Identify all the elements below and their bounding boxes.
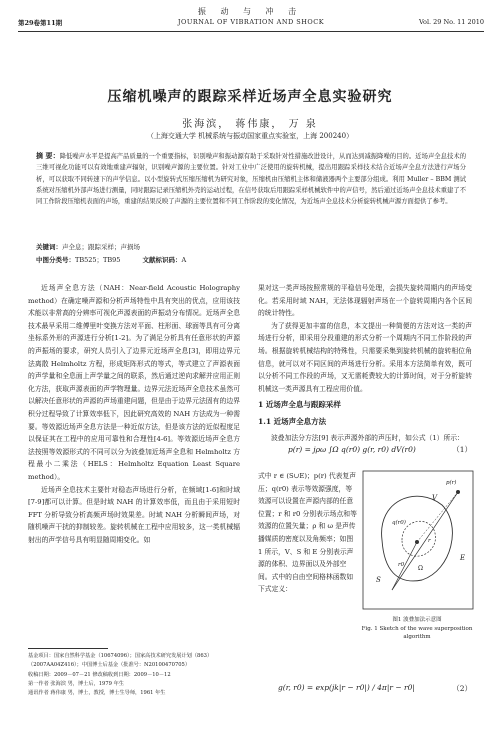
- vector-r-minus-r0: [417, 492, 458, 542]
- figure-caption-cn: 图1 波叠加法示意图: [392, 617, 442, 623]
- doc-value: A: [181, 256, 187, 264]
- figure-caption-en: Fig. 1 Sketch of the wave superposition algorithm: [361, 625, 473, 640]
- vector-r0: [392, 542, 417, 590]
- label-e: E: [460, 554, 466, 562]
- equation-1-number: （1）: [452, 445, 472, 455]
- body-paragraph: 为了获得更加丰富的信息，本文提出一种简便的方法对这一类的声场进行分析，即采用分段重建的形式分析一个周期内不同工作阶段的声场。根据旋转机械结构的特殊性，只需要采集到旋转机械的旋转相位角信息，就可以对不同区间的声场进行分析。采用本方法简单有效，既可以分析不同工作段的声场，又无需耗费较大的计算时间，对于分析旋转机械这一类声源具有工程应用价值。: [258, 321, 472, 393]
- equation-2: [258, 683, 472, 692]
- footnote-author1: 第一作者 张海滨 男，博士后，1979 年生: [28, 680, 124, 687]
- left-column: [28, 282, 240, 546]
- article-title: 压缩机噪声的跟踪采样近场声全息实验研究: [107, 89, 393, 105]
- body-paragraph: 近场声全息技术主要针对稳态声场进行分析，在频域[1-6]和时域[7-9]都可以计算。但是时域 NAH 的计算效率低，而且由于采用短时 FFT 分析导致分析高频声场时效果差。时域 NAH 分析瞬间声场，对随机噪声干扰的抑制较差。旋转机械在工程中应用较多，这一类机械辐射出的声学信号具有明显随周期变化。如: [28, 485, 240, 544]
- body-paragraph: 近场声全息方法（NAH：Near-field Acoustic Holography method）在确定噪声源和分析声场特性中具有突出的优点，应用该技术能以非常高的分辨率可视化声源表面的声振动分布情况。近场声全息技术最早采用二维傅里叶变换方法对平面、柱形面、球面等具有可分离坐标系外形的声源进行分析[1-2]。为了满足分析具有任意形状的声源的声振场的要求，研究人员引入了边界元近场声全息[3]，即用边界元法离散 Helmholtz 方程，形成矩阵形式的等式，等式建立了声源表面的声学量和全息面上声学量之间的联系，然后通过逆向求解并应用正则化方法，获取声源表面的声学物理量。边界元法近场声全息技术虽然可以解决任意形状的声源的声场重建问题，但是由于边界元法固有的边界积分过程导致了计算效率低下，因此研究高效的 NAH 方法成为一种需要。等效源近场声全息方法是一种近似方法，但是该方法的近似程度足以保证其在工程中的应用可靠性和合理性[4-6]。等效源近场声全息方法按照等效源形式的不同可以分为波叠加近场声全息和 Helmholtz 方程最小二乘法（HELS：Helmholtz Equation Least Square method）。: [28, 284, 240, 481]
- label-v: V: [432, 494, 438, 502]
- body-paragraph-wrapped: 式中 r ∈ (S∪E)；p(r) 代表复声压；q(r0) 表示等效源强度，等效源可以设置在声源内部的任意位置；r 和 r0 分别表示场点和等效源的位置矢量；ρ 和 ω 是声传播媒质的密度以及角频率；如图 1 所示，V、S 和 E 分别表示声源的体积、边界面以及外部空间。式中的自由空间格林函数如下式定义：: [258, 472, 357, 594]
- clc-value: TB525；TB95: [75, 256, 121, 264]
- subsection-heading: 1.1 近场声全息方法: [258, 416, 327, 426]
- label-q: q(r0): [392, 520, 406, 526]
- body-paragraph: 果对这一类声场按照常规的平稳信号处理，会损失旋转周期内的声场变化。若采用时域 NAH，无法体现辐射声场在一个旋转周期内各个区间的统计特性。: [258, 284, 472, 318]
- footnote-rule: [28, 648, 108, 649]
- label-s: S: [376, 576, 381, 584]
- footnote-received: 收稿日期：2009－07－21 修改稿收到日期：2009－10－12: [28, 671, 171, 678]
- equation-1-body: p(r) = jρω ∫Ω q(r0) g(r, r0) dV(r0): [288, 445, 416, 455]
- volume-en: Vol. 29 No. 11 2010: [418, 18, 484, 26]
- section-heading: 1 近场声全息与跟踪采样: [258, 400, 341, 410]
- label-r0: r0: [398, 562, 405, 568]
- equation-2-number: （2）: [452, 684, 472, 693]
- volume-cn: 第29卷第11期: [18, 19, 63, 27]
- label-omega: Ω: [418, 565, 423, 572]
- journal-name-cn: 振 动 与 冲 击: [197, 7, 303, 16]
- affiliation: （上海交通大学 机械系统与振动国家重点实验室，上海 200240）: [146, 132, 354, 140]
- source-surface-s: [382, 496, 453, 581]
- keywords: [36, 242, 466, 251]
- running-header: [18, 18, 484, 30]
- doc-label: 文献标识码：: [142, 256, 182, 264]
- equation-1: [258, 444, 472, 460]
- label-p: p(r): [446, 480, 457, 486]
- footnote-fund: 基金项目：国家自然科学基金（10674096）；国家高技术研究发展计划（863）（2007AA04Z416）；中国博士后基金（批准号：N20100470705）: [28, 653, 213, 669]
- body-paragraph: 波叠加法分方法[9] 表示声源外部的声压时，如公式（1）所示：: [271, 433, 464, 442]
- abstract: [36, 150, 466, 207]
- footnotes: [28, 652, 240, 698]
- authors: 张海滨， 蒋伟康， 万 泉: [182, 119, 318, 130]
- abstract-label: 摘 要：: [36, 151, 60, 160]
- footnote-author2: 通讯作者 蒋伟康 男，博士，教授，博士生导师，1961 年生: [28, 690, 166, 697]
- classification: [36, 255, 466, 264]
- clc-label: 中图分类号：: [36, 256, 75, 264]
- figure-caption: [352, 616, 482, 642]
- keywords-label: 关键词：: [36, 243, 62, 251]
- header-rule: [18, 31, 484, 32]
- equation-2-body: g(r, r0) = exp(jk|r − r0|) / 4π|r − r0|: [278, 683, 415, 692]
- abstract-text: 降低噪声水平是提高产品质量的一个重要指标，识别噪声和振动源有助于采取针对性措施改进设计，从而达到减振降噪的目的。近场声全息技术的三维可视化功能可以有效地重建声辐射，识别噪声源的主要位置。针对工业中广泛使用的旋转机械，提出用跟踪采样技术结合近场声全息方法进行声场分析，可以获取不同转速下的声学信息。以小型旋转式压缩压缩机为研究对象，压缩机由压缩机主体和储液器两个主要部分组成。利用 Muller – BBM 测试系统对压缩机外部声场进行测量，同时跟踪记录压缩机外壳的运动过程，在信号获取后用跟踪采样机械软件中的声信号，然后通过近场声全息技术重建了不同工作阶段压缩机表面的声场，重建的结果反映了声源的主要位置和不同工作阶段的变化情况，为近场声全息技术分析旋转机械声源方面提供了参考。: [36, 153, 467, 206]
- label-r: r: [428, 538, 431, 544]
- keywords-text: 声全息；跟踪采样；声损场: [62, 243, 140, 251]
- right-column: [258, 282, 472, 460]
- journal-name-en: JOURNAL OF VIBRATION AND SHOCK: [177, 18, 325, 26]
- figure-1: [362, 470, 474, 612]
